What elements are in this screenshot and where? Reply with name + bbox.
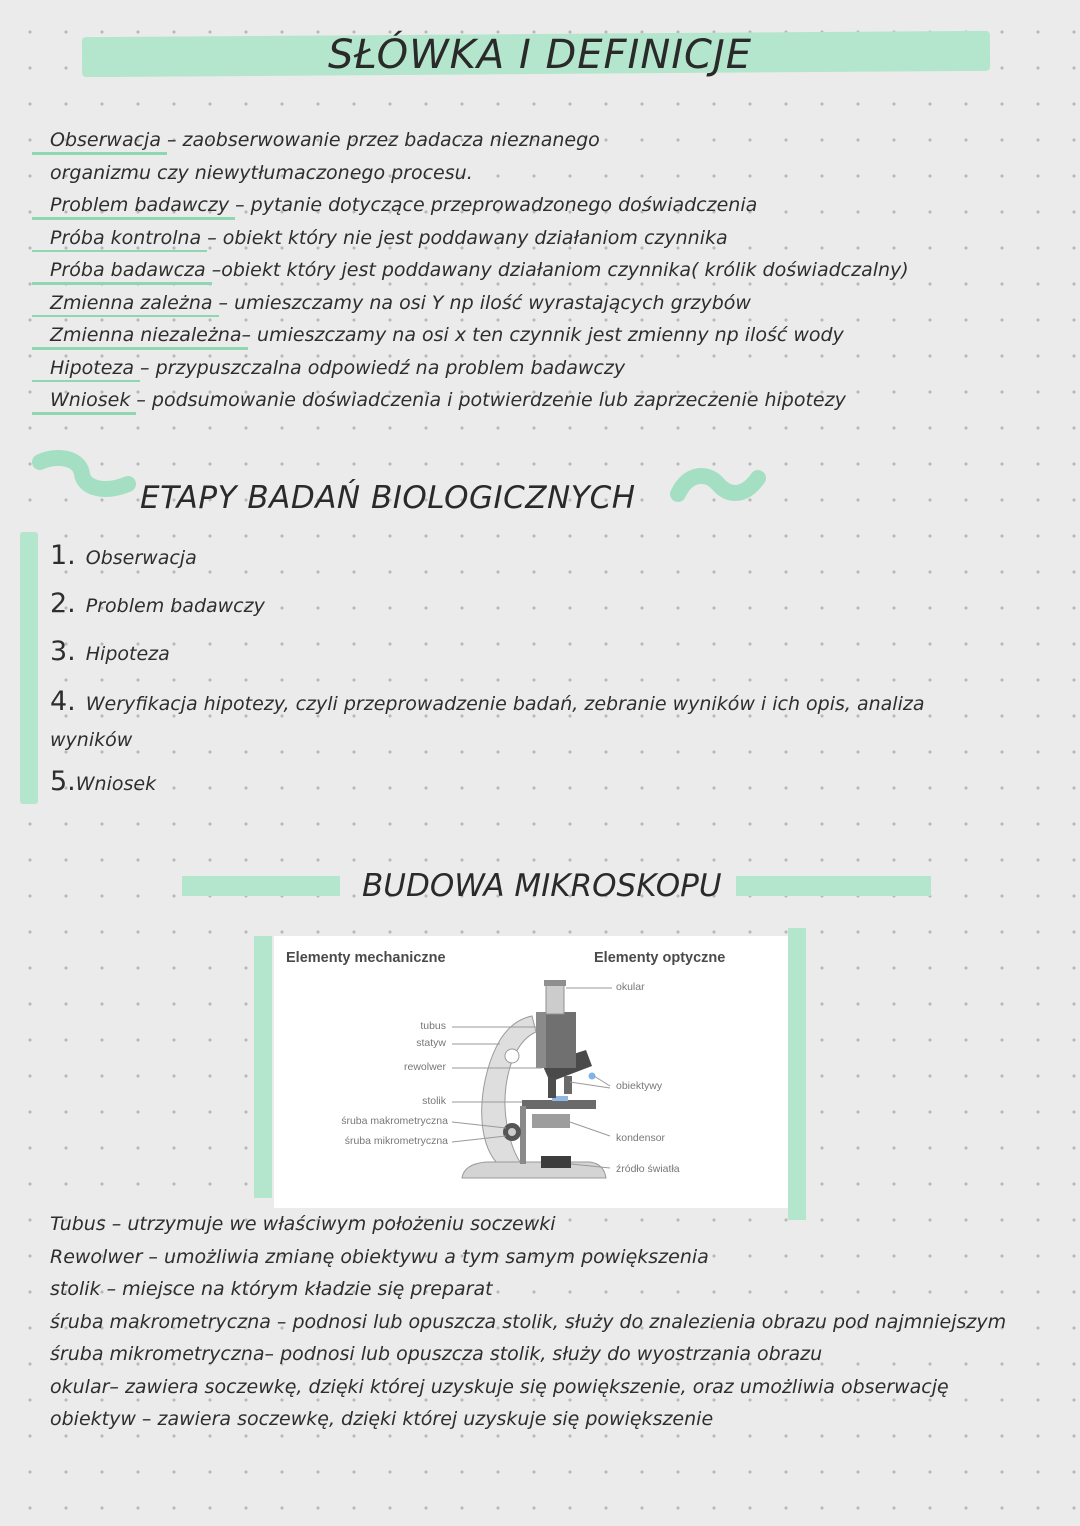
- stage-item: 1. Obserwacja: [50, 540, 197, 571]
- stages-side-bar: [20, 532, 38, 804]
- definition-item: [50, 222, 1050, 255]
- description-item: Tubus – utrzymuje we właściwym położeniu soczewki: [50, 1213, 556, 1235]
- definitions-list: [50, 124, 1050, 417]
- definition-term: Problem badawczy: [50, 189, 229, 222]
- description-item: obiektyw – zawiera soczewkę, dzięki której uzyskuje się powiększenie: [50, 1408, 714, 1430]
- figure-frame-left: [254, 936, 272, 1198]
- label-okular: okular: [616, 981, 645, 993]
- definition-item: [50, 157, 1050, 190]
- definition-text: organizmu czy niewytłumaczonego procesu.: [50, 161, 473, 184]
- description-item: śruba makrometryczna – podnosi lub opuszcza stolik, służy do znalezienia obrazu pod najmniejszym: [50, 1310, 1007, 1333]
- microscope-descriptions: [50, 1208, 1010, 1436]
- definition-text: – zaobserwowanie przez badacza nieznanego: [160, 129, 600, 151]
- stage-item: 5.Wniosek: [50, 766, 157, 797]
- optical-heading: Elementy optyczne: [594, 950, 726, 966]
- description-item: Rewolwer – umożliwia zmianę obiektywu a tym samym powiększenia: [50, 1245, 709, 1268]
- decorative-squiggle-left: [30, 450, 140, 510]
- label-zrodlo-swiatla: źródło światła: [616, 1163, 680, 1175]
- definition-term: Obserwacja: [50, 124, 161, 157]
- stages-list: [50, 532, 1010, 806]
- definition-text: – umieszczamy na osi Y np ilość wyrastających grzybów: [212, 291, 751, 314]
- definition-text: – obiekt który nie jest poddawany działaniom czynnika: [201, 226, 728, 249]
- label-sruba-mikrometryczna: śruba mikrometryczna: [344, 1135, 448, 1147]
- description-item: stolik – miejsce na którym kładzie się preparat: [50, 1278, 493, 1300]
- definition-item: [50, 254, 1050, 287]
- definition-item: [50, 384, 1050, 417]
- definition-term: Zmienna niezależna: [50, 319, 242, 352]
- microscope-figure: [274, 936, 788, 1208]
- label-rewolwer: rewolwer: [403, 1061, 446, 1073]
- section-highlight-right: [736, 876, 931, 896]
- definition-item: [50, 319, 1050, 352]
- section-highlight-left: [182, 876, 340, 896]
- label-sruba-makrometryczna: śruba makrometryczna: [341, 1115, 448, 1127]
- stage-item: 2. Problem badawczy: [50, 588, 265, 619]
- definition-item: [50, 124, 1050, 157]
- stage-item: 4. Weryfikacja hipotezy, czyli przeprowadzenie badań, zebranie wyników i ich opis, analiza wyników: [50, 686, 925, 751]
- definition-term: Próba badawcza: [50, 254, 206, 287]
- mechanical-heading: Elementy mechaniczne: [286, 950, 446, 966]
- definition-text: –obiekt który jest poddawany działaniom czynnika( królik doświadczalny): [205, 259, 909, 281]
- label-obiektywy: obiektywy: [616, 1080, 663, 1092]
- definition-term: Wniosek: [50, 384, 130, 417]
- label-tubus: tubus: [420, 1020, 446, 1032]
- microscope-title: BUDOWA MIKROSKOPU: [362, 868, 722, 904]
- definition-term: Zmienna zależna: [50, 287, 213, 320]
- label-kondensor: kondensor: [616, 1132, 666, 1144]
- definition-text: – przypuszczalna odpowiedź na problem badawczy: [134, 356, 626, 379]
- page-title: SŁÓWKA I DEFINICJE: [327, 32, 753, 78]
- definition-text: – pytanie dotyczące przeprowadzonego doświadczenia: [229, 194, 758, 216]
- stage-item: 3. Hipoteza: [50, 636, 170, 667]
- description-item: śruba mikrometryczna– podnosi lub opuszcza stolik, służy do wyostrzania obrazu: [50, 1343, 823, 1365]
- decorative-squiggle-right: [668, 458, 768, 516]
- stages-title: ETAPY BADAŃ BIOLOGICZNYCH: [140, 480, 636, 516]
- definition-text: – podsumowanie doświadczenia i potwierdzenie lub zaprzeczenie hipotezy: [130, 389, 846, 411]
- definition-item: [50, 287, 1050, 320]
- label-stolik: stolik: [422, 1095, 446, 1107]
- definition-item: [50, 352, 1050, 385]
- figure-frame-right: [788, 928, 806, 1220]
- description-item: okular– zawiera soczewkę, dzięki której uzyskuje się powiększenie, oraz umożliwia obserwację: [50, 1375, 949, 1398]
- definition-term: Hipoteza: [50, 352, 134, 385]
- definition-item: [50, 189, 1050, 222]
- microscope-diagram: [274, 936, 788, 1208]
- definition-term: Próba kontrolna: [50, 222, 201, 255]
- label-statyw: statyw: [416, 1037, 446, 1049]
- definition-text: – umieszczamy na osi x ten czynnik jest zmienny np ilość wody: [241, 324, 844, 346]
